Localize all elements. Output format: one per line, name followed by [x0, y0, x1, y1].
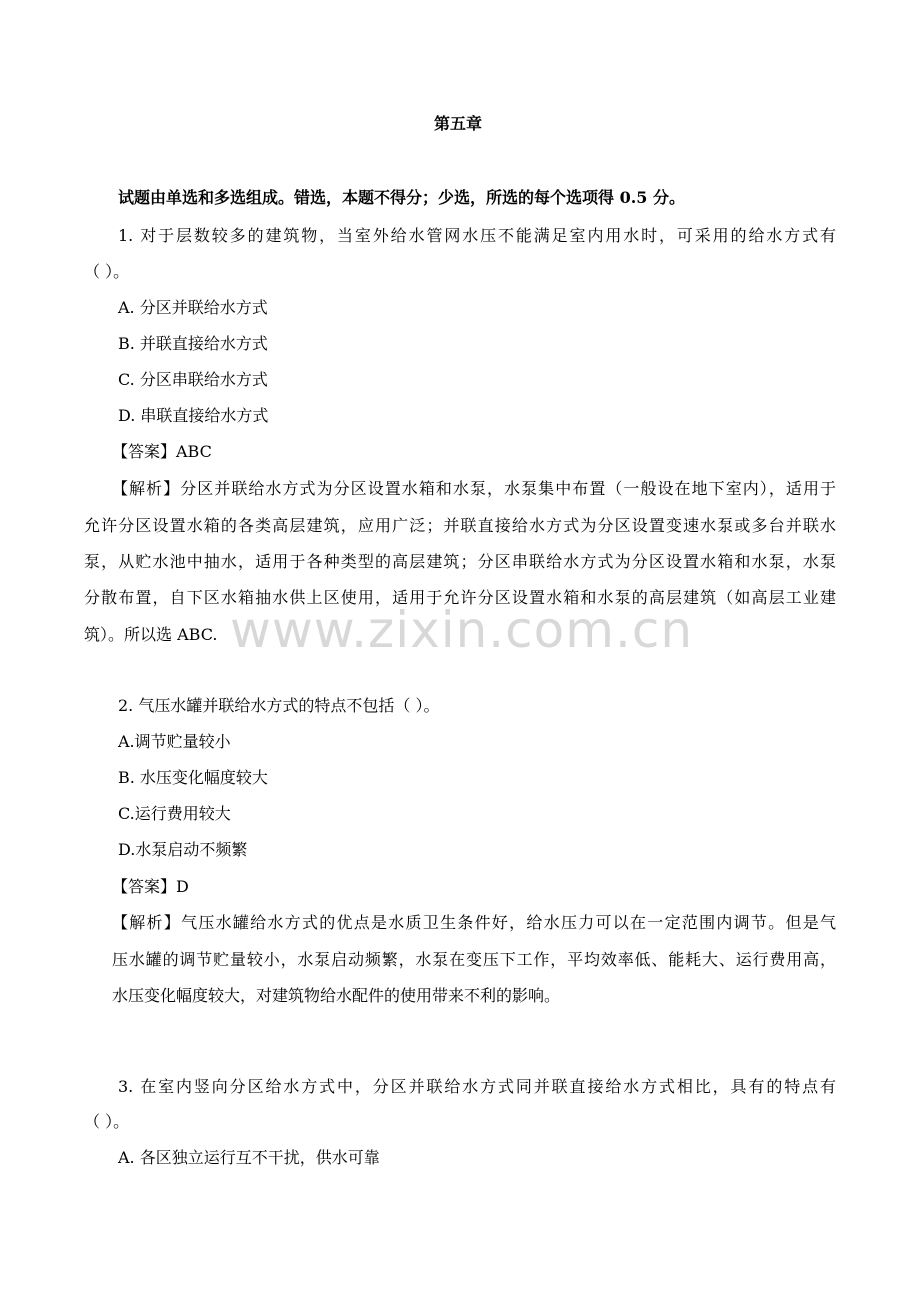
question-1-analysis-line-2: 允许分区设置水箱的各类高层建筑，应用广泛；并联直接给水方式为分区设置变速水泵或多台并联水 — [84, 516, 836, 535]
question-1-stem-line-2: （ ）。 — [84, 262, 130, 281]
question-3-stem-line-1: 3. 在室内竖向分区给水方式中，分区并联给水方式同并联直接给水方式相比，具有的特点有 — [118, 1077, 836, 1096]
question-2-analysis-line-3: 水压变化幅度较大，对建筑物给水配件的使用带来不利的影响。 — [112, 986, 561, 1005]
question-1-analysis-line-3: 泵，从贮水池中抽水，适用于各种类型的高层建筑；分区串联给水方式为分区设置水箱和水泵，水泵 — [84, 552, 836, 571]
question-2-option-a: A.调节贮量较小 — [118, 732, 231, 751]
question-1-stem-line-1: 1. 对于层数较多的建筑物，当室外给水管网水压不能满足室内用水时，可采用的给水方式有 — [118, 226, 836, 245]
question-2-option-c: C.运行费用较大 — [118, 804, 231, 823]
watermark-text: www.zixin.com.cn — [230, 601, 694, 659]
question-1-analysis-line-4: 分散布置，自下区水箱抽水供上区使用，适用于允许分区设置水箱和水泵的高层建筑（如高层工业建 — [84, 588, 836, 607]
question-2-option-d: D.水泵启动不频繁 — [118, 840, 248, 859]
question-1-analysis-line-5: 筑）。所以选 ABC. — [84, 625, 218, 644]
question-2-analysis-line-1: 【解析】气压水罐给水方式的优点是水质卫生条件好，给水压力可以在一定范围内调节。但是气 — [112, 913, 836, 932]
chapter-title: 第五章 — [434, 114, 483, 133]
question-3-option-a: A. 各区独立运行互不干扰，供水可靠 — [118, 1148, 380, 1167]
question-1-answer: 【答案】ABC — [112, 442, 212, 461]
question-2-answer: 【答案】D — [112, 877, 189, 896]
question-1-option-a: A. 分区并联给水方式 — [118, 298, 268, 317]
question-1-option-b: B. 并联直接给水方式 — [118, 334, 268, 353]
question-2-stem: 2. 气压水罐并联给水方式的特点不包括（ ）。 — [118, 696, 440, 715]
question-1-option-c: C. 分区串联给水方式 — [118, 370, 268, 389]
question-1-analysis-line-1: 【解析】分区并联给水方式为分区设置水箱和水泵，水泵集中布置（一般设在地下室内），适用于 — [112, 479, 836, 498]
question-2-analysis-line-2: 压水罐的调节贮量较小，水泵启动频繁，水泵在变压下工作，平均效率低、能耗大、运行费用高， — [112, 950, 836, 969]
question-1-option-d: D. 串联直接给水方式 — [118, 406, 269, 425]
question-2-option-b: B. 水压变化幅度较大 — [118, 768, 268, 787]
question-3-stem-line-2: （ ）。 — [84, 1112, 130, 1131]
instructions-text: 试题由单选和多选组成。错选，本题不得分；少选，所选的每个选项得 0.5 分。 — [118, 188, 685, 207]
